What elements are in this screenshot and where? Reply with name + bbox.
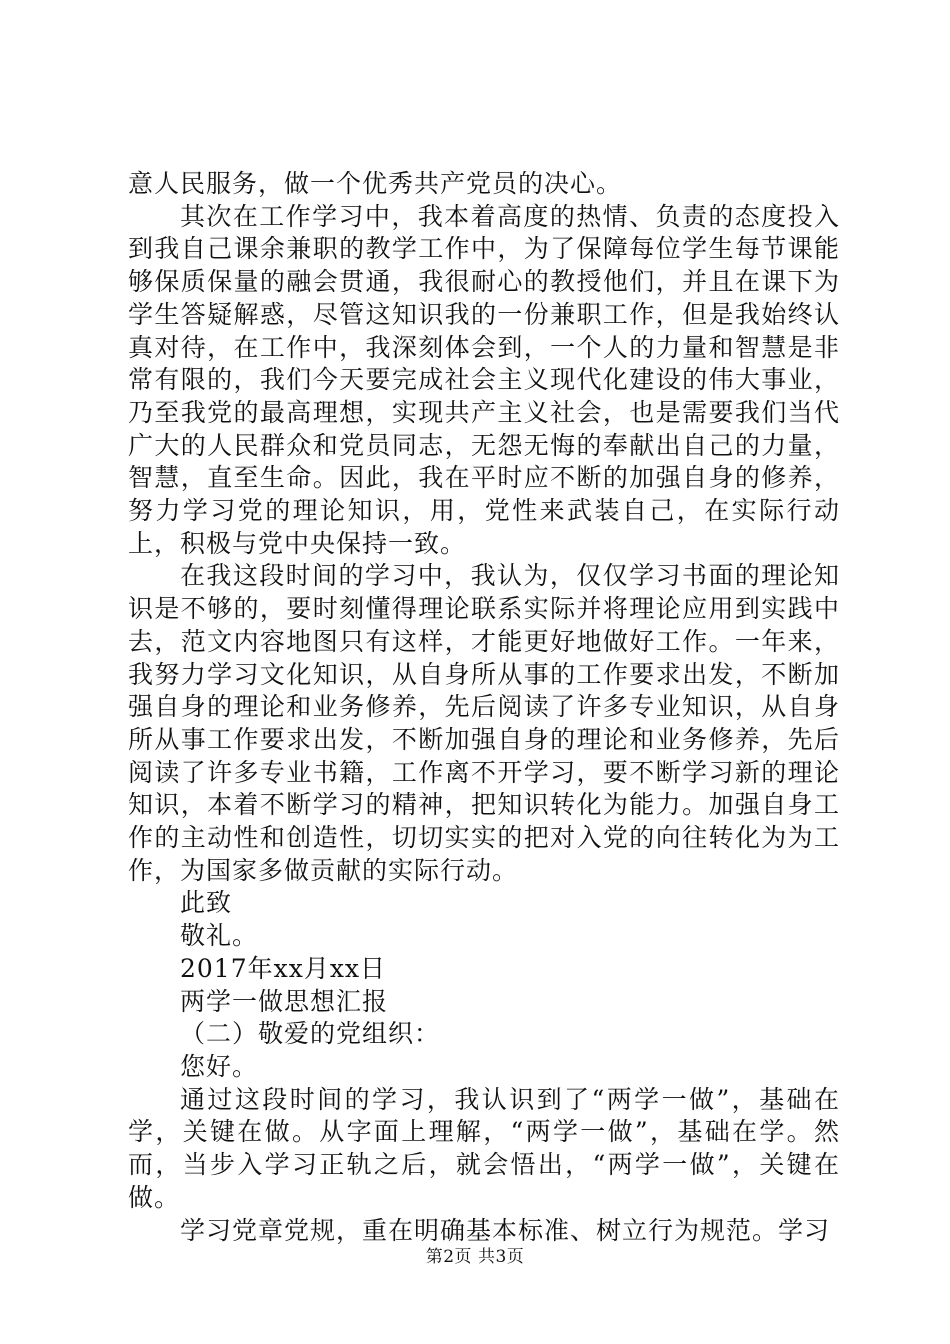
paragraph-two-studies: 通过这段时间的学习，我认识到了“两学一做”，基础在学，关键在做。从字面上理解，“两学一做”，基础在学。然而，当步入学习正轨之后，就会悟出，“两学一做”，关键在做。 — [128, 1084, 840, 1212]
page-number-footer: 第2页 共3页 — [425, 1247, 525, 1267]
closing-salutation: 此致 — [180, 888, 233, 918]
section-title: 两学一做思想汇报 — [180, 986, 389, 1016]
paragraph-party-rules: 学习党章党规，重在明确基本标准、树立行为规范。学习 — [180, 1215, 831, 1245]
document-body — [128, 168, 840, 1247]
closing-regards: 敬礼。 — [180, 921, 259, 951]
paragraph-theory-practice: 在我这段时间的学习中，我认为，仅仅学习书面的理论知识是不够的，要时刻懂得理论联系实际并将理论应用到实践中去，范文内容地图只有这样，才能更好地做好工作。一年来，我努力学习文化知识，从自身所从事的工作要求出发，不断加强自身的理论和业务修养，先后阅读了许多专业知识，从自身所从事工作要求出发，不断加强自身的理论和业务修养，先后阅读了许多专业书籍，工作离不开学习，要不断学习新的理论知识，本着不断学习的精神，把知识转化为能力。加强自身工作的主动性和创造性，切切实实的把对入党的向往转化为为工作，为国家多做贡献的实际行动。 — [128, 561, 840, 885]
paragraph-work-study: 其次在工作学习中，我本着高度的热情、负责的态度投入到我自己课余兼职的教学工作中，为了保障每位学生每节课能够保质保量的融会贯通，我很耐心的教授他们，并且在课下为学生答疑解惑，尽管这知识我的一份兼职工作，但是我始终认真对待，在工作中，我深刻体会到，一个人的力量和智慧是非常有限的，我们今天要完成社会主义现代化建设的伟大事业，乃至我党的最高理想，实现共产主义社会，也是需要我们当代广大的人民群众和党员同志，无怨无悔的奉献出自己的力量，智慧，直至生命。因此，我在平时应不断的加强自身的修养，努力学习党的理论知识，用，党性来武装自己，在实际行动上，积极与党中央保持一致。 — [128, 201, 840, 558]
paragraph-continuation: 意人民服务，做一个优秀共产党员的决心。 — [128, 169, 623, 198]
letter-greeting: 您好。 — [180, 1051, 259, 1081]
letter-recipient: （二）敬爱的党组织： — [180, 1019, 441, 1049]
letter-date: 2017年xx月xx日 — [180, 953, 387, 983]
